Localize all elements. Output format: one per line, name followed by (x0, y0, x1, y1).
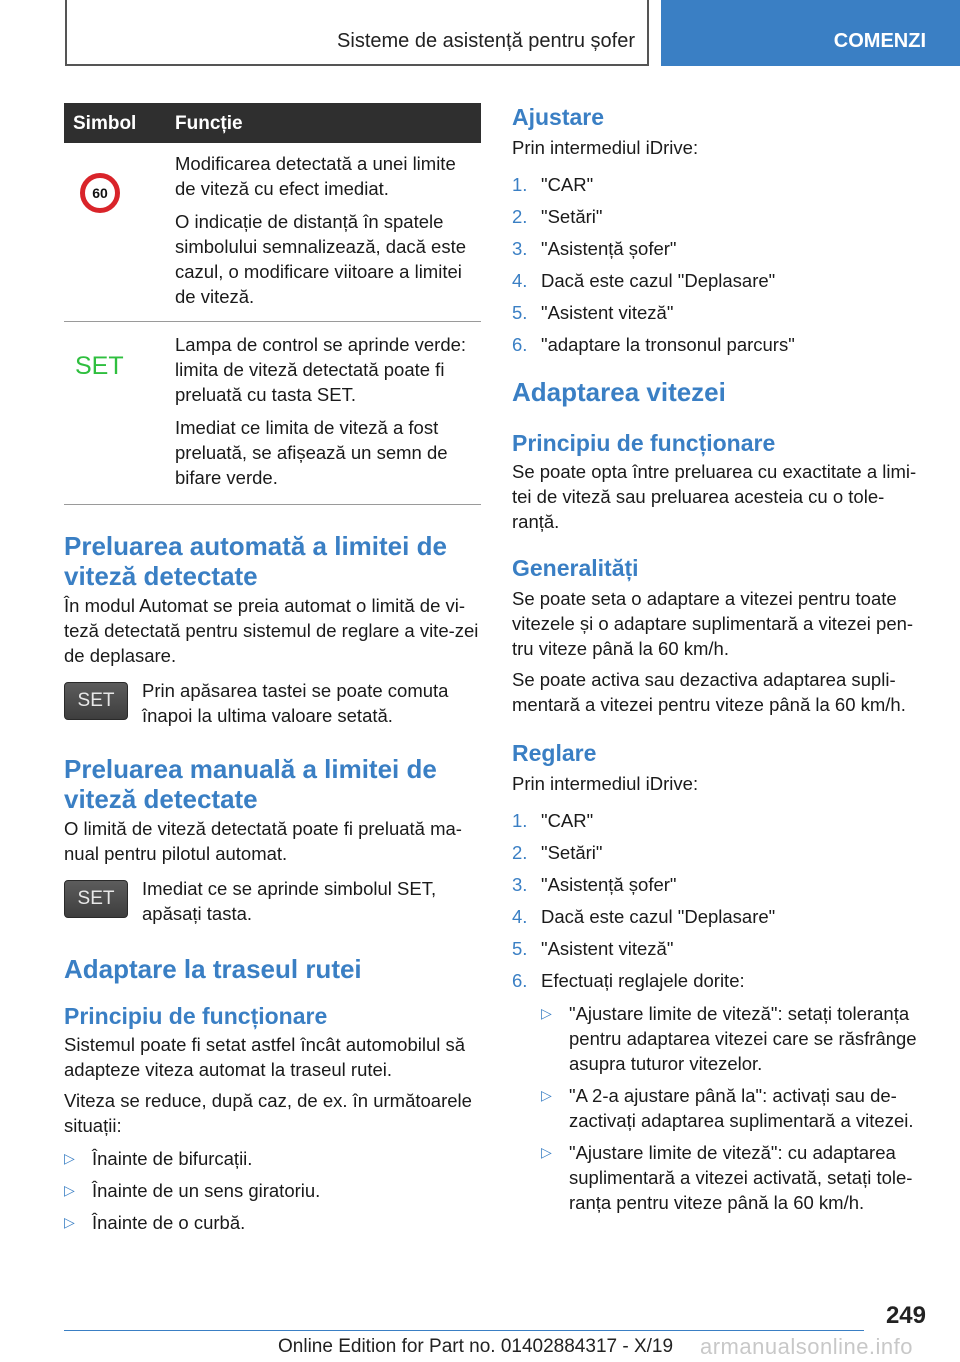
paragraph: Viteza se reduce, după caz, de ex. în următoarele situații: (64, 1090, 472, 1136)
list-item: ▷ Înainte de un sens giratoriu. (64, 1180, 321, 1201)
list-item: 5. "Asistent viteză" (512, 938, 674, 959)
paragraph: Prin intermediul iDrive: (512, 137, 699, 158)
triangle-bullet-icon: ▷ (64, 1214, 75, 1230)
bullet-list (64, 1146, 481, 1235)
numbered-list (512, 172, 927, 357)
section-heading: Adaptarea vitezei (512, 377, 726, 407)
list-item: 2. "Setări" (512, 206, 603, 227)
list-item: 3. "Asistență șofer" (512, 238, 677, 259)
paragraph: Se poate activa sau dezactiva adaptarea supli-mentară a vitezei pentru viteze până la 60 km/h. (512, 669, 906, 715)
symbol-table-header (64, 103, 481, 143)
function-text: Lampa de control se aprinde verde: limita de viteză detectată poate fi preluată cu tasta SET. (175, 334, 467, 405)
right-column (512, 103, 927, 1222)
triangle-bullet-icon: ▷ (64, 1150, 75, 1166)
page-number: 249 (885, 1302, 926, 1329)
list-item: 4. Dacă este cazul "Deplasare" (512, 270, 776, 291)
subsection-heading: Reglare (512, 740, 597, 766)
speed-limit-sign-icon: 60 (80, 173, 120, 213)
section-heading: Preluarea automată a limitei de viteză detectate (64, 531, 447, 591)
function-text: Imediat ce limita de viteză a fost preluată, se afișează un semn de bifare verde. (175, 417, 448, 488)
subsection-heading: Principiu de funcționare (64, 1003, 328, 1029)
left-column (64, 103, 481, 1242)
list-item: 1. "CAR" (512, 810, 594, 831)
button-note (64, 876, 481, 926)
paragraph: În modul Automat se preia automat o limită de vi-teză detectată pentru sistemul de reglare a vite-zei de deplasare. (64, 595, 479, 666)
table-row (64, 143, 481, 322)
list-item: 5. "Asistent viteză" (512, 302, 674, 323)
set-button-icon: SET (64, 682, 128, 720)
table-function-cell (175, 151, 481, 309)
col-header-function: Funcție (175, 113, 243, 134)
list-item: 6. Efectuați reglajele dorite: ▷ "Ajustare limite de viteză": setați toleranța pentru adaptarea vitezei care se răsfrânge asupra tuturor vitezelor. ▷ "A 2-a ajustare până la": activați sau de-zactivați adaptarea suplimentară a vitezei. ▷ "Ajustare limite de viteză": cu adaptarea suplimentară a vitezei activată, setați tole-ranța pentru viteze până la 60 km/h. (512, 968, 927, 1215)
subsection-heading: Generalități (512, 555, 639, 581)
watermark: armanualsonline.info (700, 1334, 914, 1359)
button-note-text: Prin apăsarea tastei se poate comuta înapoi la ultima valoare setată. (142, 680, 449, 726)
list-item: ▷ "A 2-a ajustare până la": activați sau de-zactivați adaptarea suplimentară a vitezei. (541, 1085, 914, 1131)
list-item: ▷ "Ajustare limite de viteză": cu adaptarea suplimentară a vitezei activată, setați tole-ranța pentru viteze până la 60 km/h. (541, 1142, 913, 1213)
paragraph: Se poate opta între preluarea cu exactitate a limi-tei de viteză sau preluarea acesteia cu o tole-ranță. (512, 461, 917, 532)
edition-footer: Online Edition for Part no. 01402884317 - X/19 (278, 1336, 674, 1357)
paragraph: Se poate seta o adaptare a vitezei pentru toate vitezele și o adaptare suplimentară a vitezei pen-tru viteze până la 60 km/h. (512, 588, 914, 659)
list-item: 2. "Setări" (512, 842, 603, 863)
list-item: ▷ Înainte de o curbă. (64, 1212, 246, 1233)
section-title: COMENZI (833, 30, 926, 52)
list-item: ▷ "Ajustare limite de viteză": setați toleranța pentru adaptarea vitezei care se răsfrânge asupra tuturor vitezelor. (541, 1003, 917, 1074)
numbered-list (512, 808, 927, 1215)
subsection-heading: Principiu de funcționare (512, 430, 776, 456)
paragraph: Prin intermediul iDrive: (512, 773, 699, 794)
table-row (64, 322, 481, 505)
section-heading: Preluarea manuală a limitei de viteză detectate (64, 754, 437, 814)
section-heading: Adaptare la traseul rutei (64, 954, 362, 984)
paragraph: Sistemul poate fi setat astfel încât automobilul să adapteze viteza automat la traseul rutei. (64, 1034, 466, 1080)
set-indicator-icon: SET (75, 352, 124, 380)
col-header-symbol: Simbol (73, 113, 137, 134)
subsection-heading: Ajustare (512, 104, 605, 130)
page-header (0, 0, 960, 66)
button-note (64, 678, 481, 728)
triangle-bullet-icon: ▷ (541, 1087, 552, 1103)
list-item: 6. "adaptare la tronsonul parcurs" (512, 334, 795, 355)
list-item: 1. "CAR" (512, 174, 594, 195)
footer-divider (64, 1330, 864, 1331)
list-item: 4. Dacă este cazul "Deplasare" (512, 906, 776, 927)
function-text: O indicație de distanță în spatele simbolului semnalizează, dacă este cazul, o modificare viitoare a limitei de viteză. (175, 211, 467, 307)
header-section-tab (661, 0, 960, 66)
chapter-title: Sisteme de asistență pentru șofer (337, 30, 635, 52)
list-item: ▷ Înainte de bifurcații. (64, 1148, 253, 1169)
set-button-icon: SET (64, 880, 128, 918)
function-text: Modificarea detectată a unei limite de viteză cu efect imediat. (175, 153, 456, 199)
triangle-bullet-icon: ▷ (64, 1182, 75, 1198)
triangle-bullet-icon: ▷ (541, 1005, 552, 1021)
bullet-list (541, 1001, 927, 1215)
list-item: 3. "Asistență șofer" (512, 874, 677, 895)
header-chapter-box (65, 0, 649, 66)
table-function-cell (175, 332, 481, 490)
button-note-text: Imediat ce se aprinde simbolul SET, apăsați tasta. (142, 878, 437, 924)
triangle-bullet-icon: ▷ (541, 1144, 552, 1160)
paragraph: O limită de viteză detectată poate fi preluată ma-nual pentru pilotul automat. (64, 818, 462, 864)
